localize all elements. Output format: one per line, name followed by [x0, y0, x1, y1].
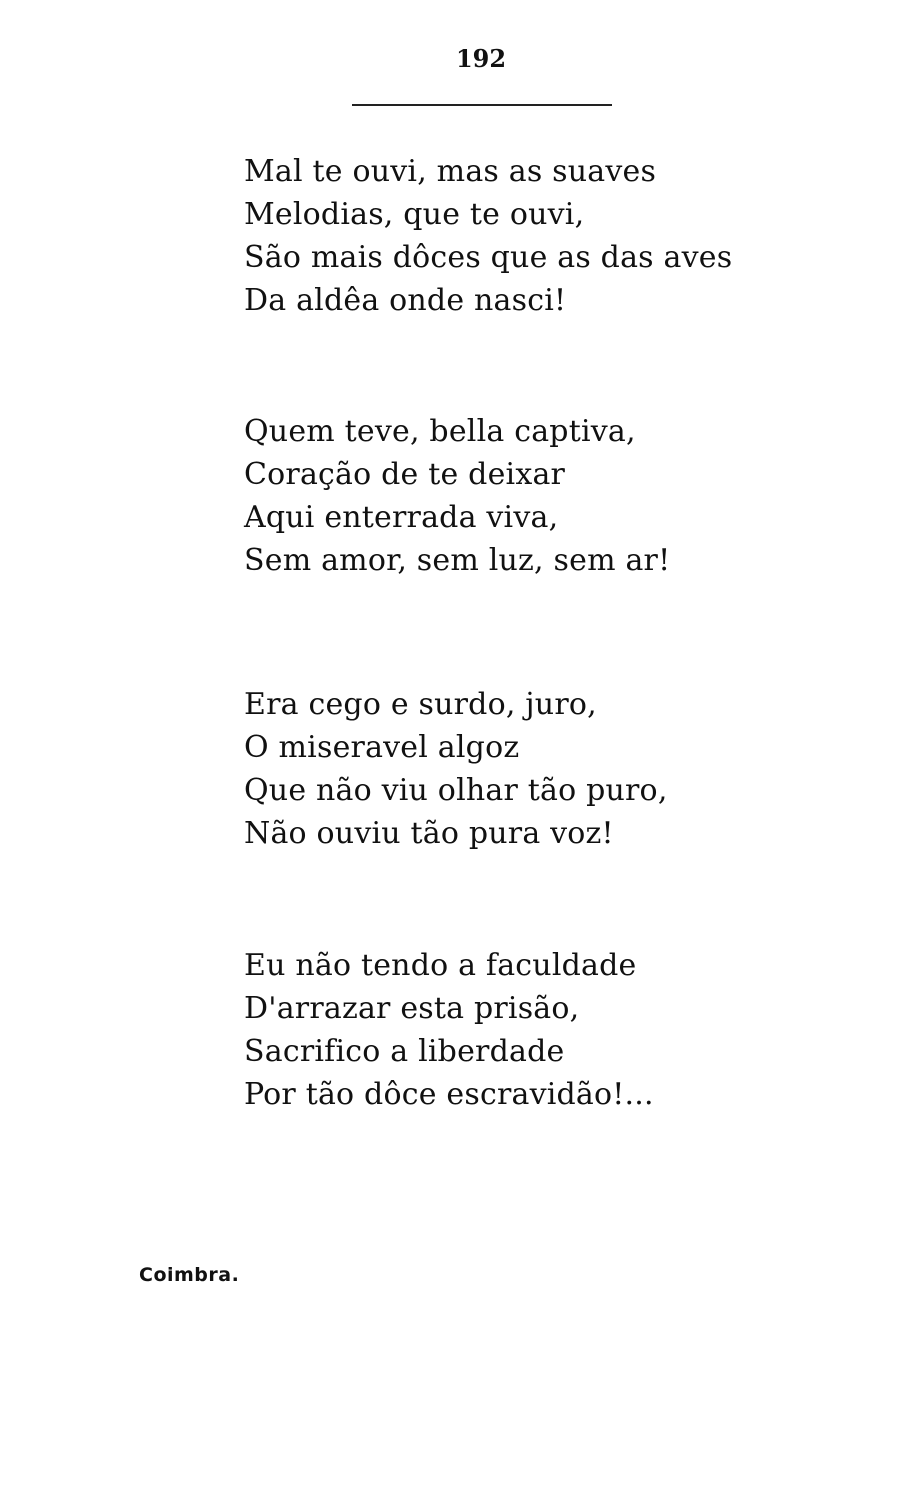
stanza-2: [244, 410, 670, 582]
place-signature: Coimbra.: [139, 1264, 240, 1286]
stanza-4: [244, 944, 654, 1116]
page-number: 192: [455, 44, 507, 73]
verse-line: Coração de te deixar: [244, 457, 566, 492]
verse-line: Aqui enterrada viva,: [244, 500, 559, 535]
verse-line: Sacrifico a liberdade: [244, 1034, 565, 1069]
verse-line: Eu não tendo a faculdade: [244, 948, 637, 983]
stanza-1: [244, 150, 732, 322]
verse-line: Era cego e surdo, juro,: [244, 687, 597, 722]
verse-line: Não ouviu tão pura voz!: [244, 816, 614, 851]
verse-line: Da aldêa onde nasci!: [244, 283, 567, 318]
header-rule: [352, 104, 612, 106]
stanza-3: [244, 683, 668, 855]
verse-line: Por tão dôce escravidão!...: [244, 1077, 654, 1112]
verse-line: Quem teve, bella captiva,: [244, 414, 636, 449]
verse-line: Que não viu olhar tão puro,: [244, 773, 668, 808]
verse-line: Melodias, que te ouvi,: [244, 197, 585, 232]
verse-line: São mais dôces que as das aves: [244, 240, 733, 275]
verse-line: O miseravel algoz: [244, 730, 520, 765]
verse-line: Sem amor, sem luz, sem ar!: [244, 543, 671, 578]
verse-line: Mal te ouvi, mas as suaves: [244, 154, 657, 189]
verse-line: D'arrazar esta prisão,: [244, 991, 580, 1026]
